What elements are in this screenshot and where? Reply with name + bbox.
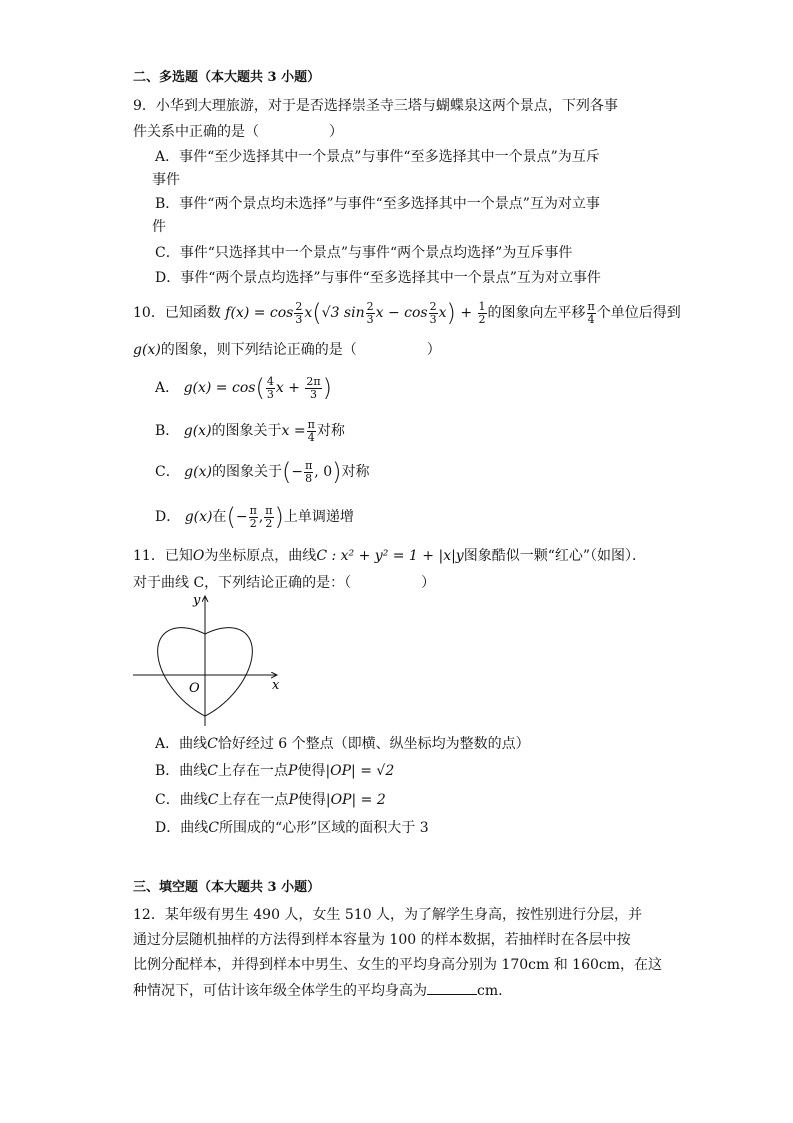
q9-option-a-cont: 事件 xyxy=(152,172,180,188)
q11-a-C: C xyxy=(207,736,218,752)
q10-d-frac-pi-2-a: $\frac{\pi}{2}$ xyxy=(249,503,257,530)
q9-stem-line2 xyxy=(133,122,343,142)
q10-a-plus: + xyxy=(283,380,305,396)
q10-minus-cos: − cos xyxy=(383,305,428,321)
q10-b-g-of-x: g(x) xyxy=(183,423,212,439)
q10-option-d: D． g(x)在(− $\frac{\pi}{2}$ , $\frac{\pi}{2}$ )上单调递增 xyxy=(155,503,354,531)
q10-a-paren-close: ) xyxy=(322,374,332,402)
q10-prefix: 10．已知函数 xyxy=(133,305,221,321)
q11-c-eq: |OP| = 2 xyxy=(325,792,386,808)
q9-stem-text: 件关系中正确的是（ xyxy=(133,124,259,140)
q11-stem-line1 xyxy=(133,546,646,566)
q10-frac-pi-4: $\frac{\pi}{4}$ xyxy=(587,299,595,326)
q10-c-point-tail: , 0 xyxy=(314,464,333,480)
q11-paren-close: ） xyxy=(421,575,436,591)
q10-c-text-b: 对称 xyxy=(341,464,370,480)
q11-d-C: C xyxy=(208,820,219,836)
q11-stem-c: 图象酷似一颗“红心”（如图）． xyxy=(463,548,647,564)
q11-option-c xyxy=(155,790,386,810)
q10-c-frac-pi-8: $\frac{\pi}{8}$ xyxy=(305,458,313,485)
q10-option-a-label: A． xyxy=(155,380,180,396)
q10-plus: + xyxy=(455,305,477,321)
q11-b-text-b: 使得 xyxy=(297,763,326,779)
q10-mid-text: 的图象向左平移 xyxy=(487,305,586,321)
q12-line2: 通过分层随机抽样的方法得到样本容量为 100 的样本数据，若抽样时在各层中按 xyxy=(133,932,631,948)
q10-stem-text2: 的图象，则下列结论正确的是（ xyxy=(160,342,357,358)
section-title-multiple-choice: 二、多选题（本大题共 3 小题） xyxy=(133,70,321,85)
q11-a-text: 恰好经过 6 个整点（即横、纵坐标均为整数的点） xyxy=(217,736,530,752)
q12-line4-text: 种情况下，可估计该年级全体学生的平均身高为 xyxy=(133,983,427,999)
q10-var-x: x xyxy=(304,305,313,321)
q11-b-P: P xyxy=(288,763,298,779)
q10-option-a xyxy=(155,375,332,401)
q11-option-d xyxy=(155,818,429,838)
q9-option-b: B．事件“两个景点均未选择”与事件“至多选择其中一个景点”互为对立事 xyxy=(155,196,600,212)
q12-line1: 12．某年级有男生 490 人，女生 510 人，为了解学生身高，按性别进行分层，并 xyxy=(133,907,643,923)
q12-answer-blank[interactable] xyxy=(427,980,477,995)
q11-d-text: 所围成的“心形”区域的面积大于 3 xyxy=(218,820,429,836)
q9-paren-close: ） xyxy=(329,124,343,140)
origin-label: O xyxy=(189,681,200,696)
q10-var-x-b: x xyxy=(375,305,384,321)
q11-d-label: D．曲线 xyxy=(155,820,209,836)
q10-d-frac-pi-2-b: $\frac{\pi}{2}$ xyxy=(265,503,273,530)
q11-stem-text2: 对于曲线 C，下列结论正确的是：（ xyxy=(133,575,352,591)
q10-d-g-of-x: g(x) xyxy=(184,509,213,525)
q10-stem-line2 xyxy=(133,340,441,360)
q10-d-paren-open: ( xyxy=(226,503,236,531)
q10-f-expr: f(x) = cos xyxy=(225,305,294,321)
q11-O: O xyxy=(192,548,205,564)
q10-frac-2pi-3: $\frac{2\pi}{3}$ xyxy=(306,374,321,401)
q10-paren-close: ) xyxy=(446,299,456,327)
q10-c-g-of-x: g(x) xyxy=(184,464,212,480)
q10-a-var-x: x xyxy=(275,380,284,396)
q11-c-label: C．曲线 xyxy=(155,792,208,808)
q11-b-eq: |OP| = √2 xyxy=(325,763,395,779)
q10-d-text-a: 在 xyxy=(212,509,227,525)
q10-stem-line1 xyxy=(133,300,681,326)
q10-var-x-c: x xyxy=(438,305,447,321)
q10-option-d-label: D． xyxy=(155,509,181,525)
q9-option-a: A．事件“至少选择其中一个景点”与事件“至多选择其中一个景点”为互斥 xyxy=(155,149,600,165)
q11-b-label: B．曲线 xyxy=(155,763,208,779)
q11-c-C: C xyxy=(207,792,219,808)
q11-c-P: P xyxy=(288,792,298,808)
q10-b-text-a: 的图象关于 xyxy=(211,423,282,439)
q10-option-c: C． g(x)的图象关于(− $\frac{\pi}{8}$ , 0)对称 xyxy=(155,458,370,486)
q11-b-C: C xyxy=(207,763,219,779)
q11-a-label: A．曲线 xyxy=(155,736,208,752)
y-axis-label: y xyxy=(193,593,201,608)
q10-d-text-b: 上单调递增 xyxy=(283,509,354,525)
q10-frac-2-3-c: $\frac{2}{3}$ xyxy=(429,299,437,326)
q10-option-b xyxy=(155,418,345,444)
q10-option-c-label: C． xyxy=(155,464,180,480)
q10-frac-4-3: $\frac{4}{3}$ xyxy=(266,374,274,401)
q12-line4 xyxy=(133,980,503,1001)
heart-curve-figure xyxy=(125,590,290,730)
q11-stem-b: 为坐标原点，曲线 xyxy=(204,548,317,564)
section-title-fill-in: 三、填空题（本大题共 3 小题） xyxy=(133,880,321,895)
q10-frac-1-2: $\frac{1}{2}$ xyxy=(478,299,486,326)
q10-paren-close2: ） xyxy=(426,342,441,358)
q10-c-text-a: 的图象关于 xyxy=(211,464,282,480)
q9-stem-line1: 9．小华到大理旅游，对于是否选择崇圣寺三塔与蝴蝶泉这两个景点，下列各事 xyxy=(133,98,618,114)
q10-option-b-label: B． xyxy=(155,423,180,439)
q11-c-text-a: 上存在一点 xyxy=(218,792,289,808)
q12-unit: cm. xyxy=(477,983,503,999)
q12-line3: 比例分配样本，并得到样本中男生、女生的平均身高分别为 170cm 和 160cm，在这 xyxy=(133,957,663,973)
q10-paren-open: ( xyxy=(312,299,322,327)
q10-d-paren-close: ) xyxy=(274,503,284,531)
q10-a-paren-open: ( xyxy=(255,374,265,402)
q9-option-b-cont: 件 xyxy=(152,219,166,235)
x-axis-label: x xyxy=(272,678,280,693)
q10-frac-2-3-b: $\frac{2}{3}$ xyxy=(366,299,374,326)
q10-g-of-x: g(x) xyxy=(133,342,161,358)
q10-option-a-expr: g(x) = cos xyxy=(183,380,256,396)
q11-curve-eq: C : x² + y² = 1 + |x|y xyxy=(316,548,464,564)
q9-option-d: D．事件“两个景点均选择”与事件“至多选择其中一个景点”互为对立事件 xyxy=(155,270,601,286)
q11-option-a xyxy=(155,734,530,754)
q10-frac-2-3: $\frac{2}{3}$ xyxy=(295,299,303,326)
q11-option-b xyxy=(155,761,394,781)
q9-option-c: C．事件“只选择其中一个景点”与事件“两个景点均选择”为互斥事件 xyxy=(155,245,573,261)
q10-c-paren-close: ) xyxy=(332,458,342,486)
q10-end-text: 个单位后得到 xyxy=(596,305,681,321)
q11-prefix: 11．已知 xyxy=(133,548,193,564)
q10-b-xeq: x = xyxy=(281,423,306,439)
q10-c-paren-open: ( xyxy=(281,458,292,486)
q11-b-text-a: 上存在一点 xyxy=(218,763,289,779)
q10-sqrt3-sin: √3 sin xyxy=(321,305,365,321)
q10-b-text-b: 对称 xyxy=(316,423,345,439)
q11-c-text-b: 使得 xyxy=(297,792,326,808)
q10-b-frac-pi-4: $\frac{\pi}{4}$ xyxy=(307,417,315,444)
